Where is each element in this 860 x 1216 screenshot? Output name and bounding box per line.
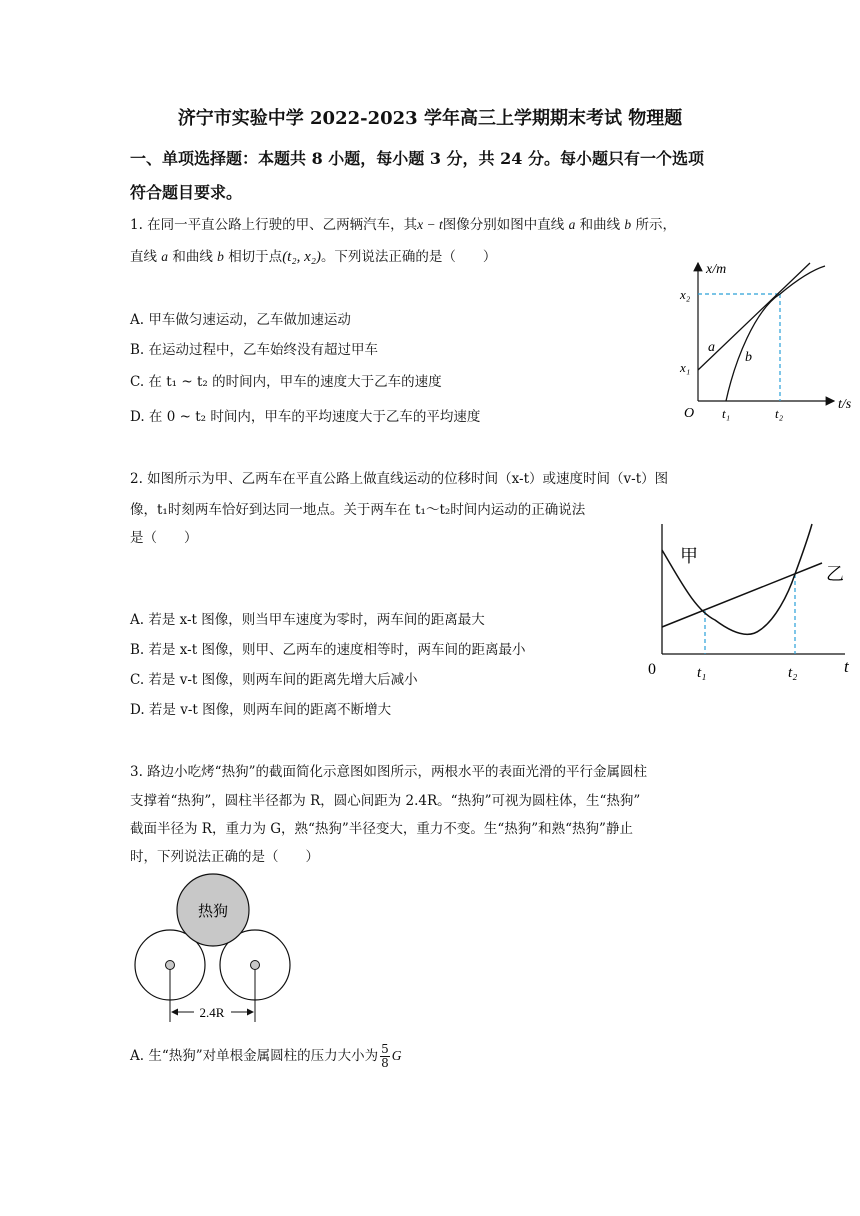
line-a-label: a xyxy=(708,340,715,355)
curve-b-label: b xyxy=(745,350,752,365)
q1-text: 直线 xyxy=(130,249,157,265)
origin-label: O xyxy=(684,406,695,421)
q2-option-a[interactable]: A. 若是 x-t 图像，则当甲车速度为零时，两车间的距离最大 xyxy=(130,612,485,628)
q2-option-d[interactable]: D. 若是 v-t 图像，则两车间的距离不断增大 xyxy=(130,702,392,718)
distance-label: 2.4R xyxy=(199,1005,225,1020)
section-heading-line2: 符合题目要求。 xyxy=(130,183,243,202)
q1-option-d[interactable]: D. 在 0 ~ t₂ 时间内，甲车的平均速度大于乙车的平均速度 xyxy=(130,409,481,425)
yi-label: 乙 xyxy=(826,564,844,584)
q1-line-a-label: a xyxy=(161,249,169,264)
q3-stem-line2: 支撑着“热狗”，圆柱半径都为 R，圆心间距为 2.4R。“热狗”可视为圆柱体，生“热狗” xyxy=(130,793,641,809)
q1-option-a[interactable]: A. 甲车做匀速运动，乙车做加速运动 xyxy=(130,312,351,328)
q1-xt-math: x − t xyxy=(417,217,443,232)
t1-label: t₁ xyxy=(722,406,731,421)
q2-stem-line3: 是（ ） xyxy=(130,530,198,546)
page-title: 济宁市实验中学 2022-2023 学年高三上学期期末考试 物理题 xyxy=(177,108,683,129)
q2-graph xyxy=(640,520,855,685)
x1-label: x₁ xyxy=(680,360,691,375)
t2-label: t₂ xyxy=(788,665,798,681)
q3-option-a-text: A. 生“热狗”对单根金属圆柱的压力大小为 xyxy=(130,1048,379,1064)
q1-xt-graph xyxy=(670,255,860,430)
q2-option-c[interactable]: C. 若是 v-t 图像，则两车间的距离先增大后减小 xyxy=(130,672,418,688)
q1-text: 1. 在同一平直公路上行驶的甲、乙两辆汽车，其 xyxy=(130,217,418,233)
t2-label: t₂ xyxy=(775,406,784,421)
q1-option-b[interactable]: B. 在运动过程中，乙车始终没有超过甲车 xyxy=(130,342,379,358)
right-center xyxy=(251,961,260,970)
fraction xyxy=(380,1043,390,1070)
q1-curve-b-label: b xyxy=(624,217,632,232)
t1-label: t₁ xyxy=(697,665,707,681)
y-axis-label: x/m xyxy=(706,262,727,277)
fraction-denominator: 8 xyxy=(381,1056,389,1070)
q1-text: 相切于点 xyxy=(228,249,283,265)
origin-label: 0 xyxy=(648,661,656,678)
x-axis-label: t/s xyxy=(838,397,852,412)
hotdog-label: 热狗 xyxy=(197,904,229,920)
q3-stem-line4: 时，下列说法正确的是（ ） xyxy=(130,849,319,865)
jia-label: 甲 xyxy=(680,546,698,566)
q1-stem-line1 xyxy=(130,213,676,233)
line-yi xyxy=(662,563,822,627)
q3-stem-line3: 截面半径为 R，重力为 G，熟“热狗”半径变大，重力不变。生“热狗”和熟“热狗”静止 xyxy=(130,821,633,837)
t-axis-label: t xyxy=(844,657,849,676)
q1-text: 和曲线 xyxy=(172,249,213,265)
x2-label: x₂ xyxy=(680,287,691,302)
curve-b xyxy=(726,266,825,401)
q3-option-a[interactable] xyxy=(130,1043,402,1070)
q1-text: 图像分别如图中直线 xyxy=(442,217,565,233)
q1-stem-line2 xyxy=(130,245,496,266)
gravity-symbol: G xyxy=(391,1048,402,1063)
q2-stem-line1: 2. 如图所示为甲、乙两车在平直公路上做直线运动的位移时间（x-t）或速度时间（v-t）图 xyxy=(130,471,669,487)
q1-line-a-label: a xyxy=(568,217,576,232)
q3-hotdog-diagram xyxy=(130,870,300,1030)
section-heading-line1: 一、单项选择题：本题共 8 小题，每小题 3 分，共 24 分。每小题只有一个选项 xyxy=(130,149,704,168)
left-center xyxy=(166,961,175,970)
q1-text: 。下列说法正确的是（ ） xyxy=(320,249,497,265)
q2-option-b[interactable]: B. 若是 x-t 图像，则甲、乙两车的速度相等时，两车间的距离最小 xyxy=(130,642,526,658)
q3-stem-line1: 3. 路边小吃烤“热狗”的截面简化示意图如图所示，两根水平的表面光滑的平行金属圆柱 xyxy=(130,764,647,780)
q2-stem-line2: 像，t₁时刻两车恰好到达同一地点。关于两车在 t₁～t₂时间内运动的正确说法 xyxy=(130,502,586,518)
q1-text: 和曲线 xyxy=(579,217,621,233)
q1-option-c[interactable]: C. 在 t₁ ~ t₂ 的时间内，甲车的速度大于乙车的速度 xyxy=(130,374,442,390)
q1-tangent-point: (t₂, x₂) xyxy=(282,249,321,265)
q1-curve-b-label: b xyxy=(217,249,224,264)
q1-text: 所示， xyxy=(635,217,676,233)
fraction-numerator: 5 xyxy=(381,1042,389,1056)
